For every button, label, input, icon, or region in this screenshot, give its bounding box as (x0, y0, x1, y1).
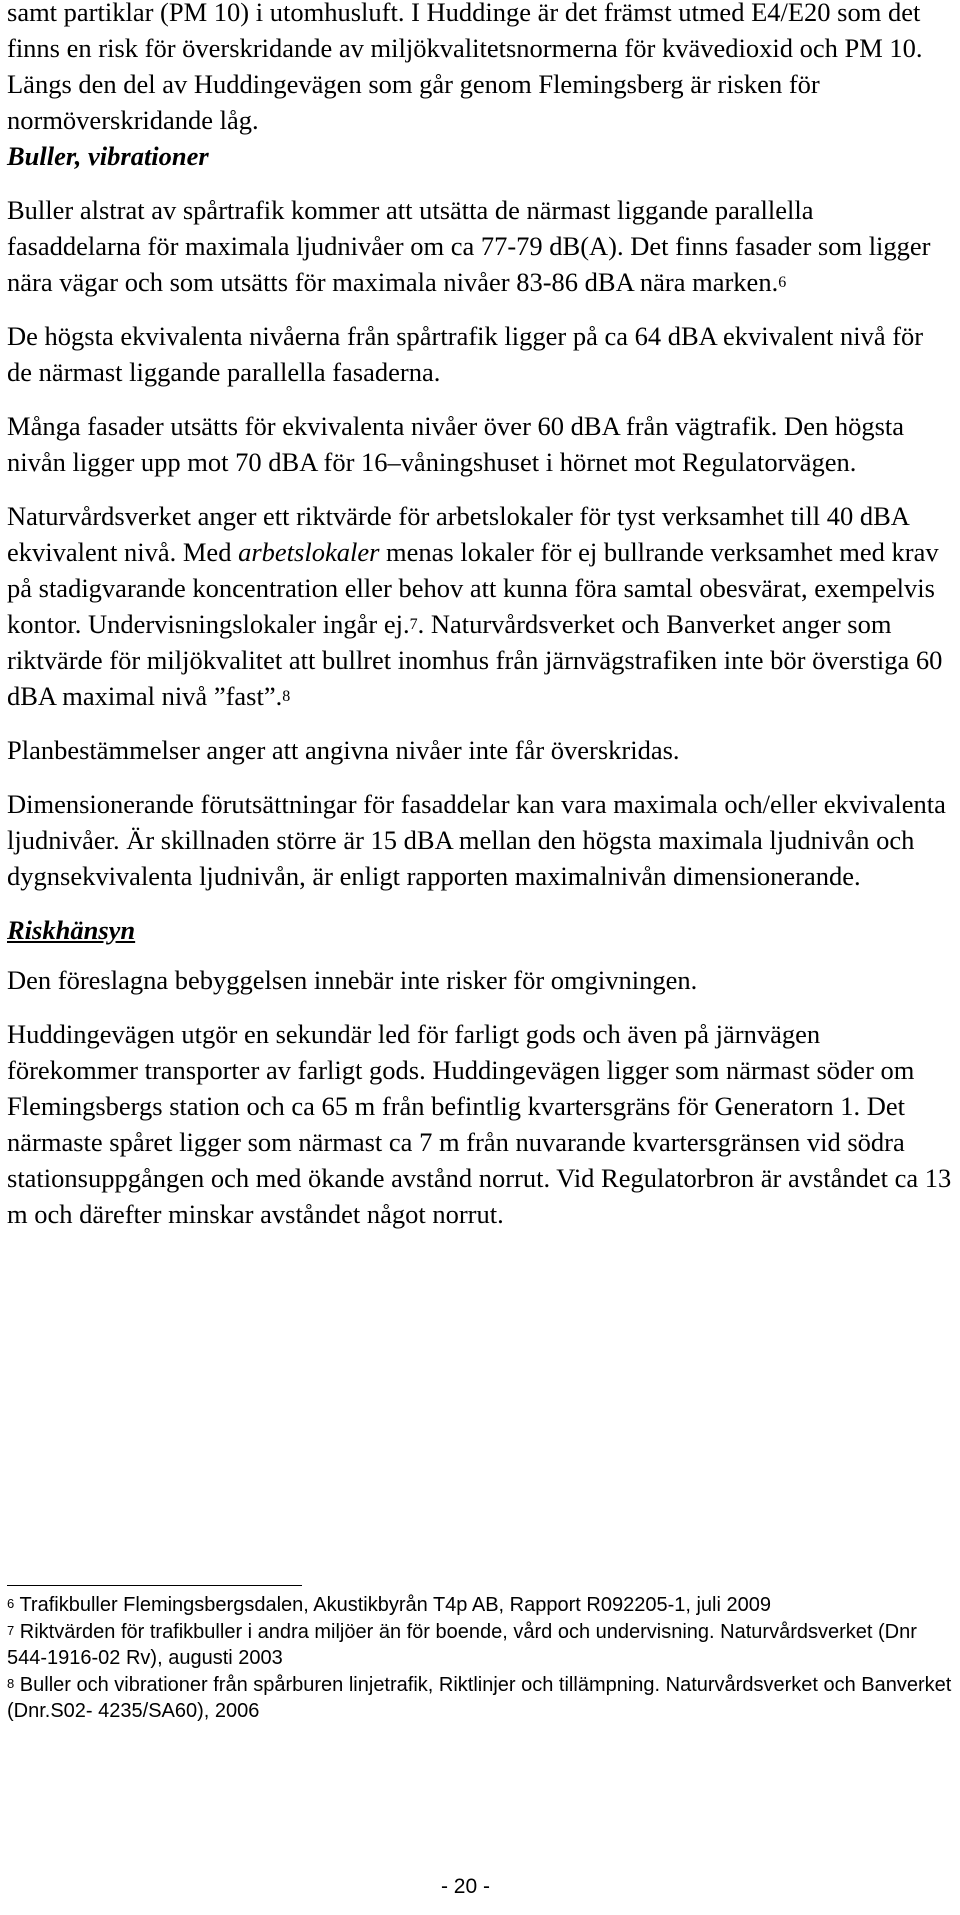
noise-paragraph-4-part-1: Naturvårdsverket anger ett riktvärde för arbetslokaler för tyst verksamhet till 40 dBA ekvivalent nivå. Med (7, 501, 909, 567)
intro-paragraph: samt partiklar (PM 10) i utomhusluft. I Huddinge är det främst utmed E4/E20 som det finns en risk för överskridande av miljökvalitetsnormerna för kvävedioxid och PM 10. Längs den del av Huddingevägen som går genom Flemingsberg är risken för normöverskridande låg. (7, 0, 923, 135)
footnote-text: Buller och vibrationer från spårburen linjetrafik, Riktlinjer och tillämpning. Naturvårdsverket och Banverket (Dnr.S02- 4235/SA60), 2006 (7, 1673, 952, 1722)
noise-paragraph-4 (7, 498, 952, 714)
noise-paragraph-6: Dimensionerande förutsättningar för fasaddelar kan vara maximala och/eller ekvivalenta ljudnivåer. Är skillnaden större är 15 dBA mellan den högsta maximala ljudnivån och dygnsekvivalenta ljudnivån, är enligt rapporten maximalnivån dimensionerande. (7, 789, 946, 891)
page-number (0, 1874, 960, 1900)
noise-paragraph-1 (7, 192, 952, 300)
section-heading-risk: Riskhänsyn (7, 915, 136, 945)
footnote-text: Riktvärden för trafikbuller i andra miljöer än för boende, vård och undervisning. Naturvårdsverket (Dnr 544-1916-02 Rv), augusti 2003 (7, 1620, 917, 1669)
term-arbetslokaler: arbetslokaler (238, 537, 380, 567)
noise-paragraph-1-text: Buller alstrat av spårtrafik kommer att utsätta de närmast liggande parallella fasaddelarna för maximala ljudnivåer om ca 77-79 dB(A). Det finns fasader som ligger nära vägar och som utsätts för maximala nivåer 83-86 dBA nära marken. (7, 195, 931, 297)
footnote-number: 8 (7, 1675, 15, 1691)
footnote-ref-6[interactable]: 6 (778, 274, 787, 291)
noise-paragraph-4-part-2: menas lokaler för ej bullrande verksamhet med krav på stadigvarande koncentration eller behov att kunna föra samtal obesvärat, exempelvis kontor. Undervisningslokaler ingår ej. (7, 537, 939, 639)
risk-paragraph-2: Huddingevägen utgör en sekundär led för farligt gods och även på järnvägen förekommer transporter av farligt gods. Huddingevägen ligger som närmast söder om Flemingsbergs station och ca 65 m från befintlig kvartersgräns för Generatorn 1. Det närmaste spåret ligger som närmast ca 7 m från nuvarande kvartersgränsen vid södra stationsuppgången och med ökande avstånd norrut. Vid Regulatorbron är avståndet ca 13 m och därefter minskar avståndet något norrut. (7, 1019, 952, 1229)
risk-paragraph-1: Den föreslagna bebyggelsen innebär inte risker för omgivningen. (7, 965, 698, 995)
footnote-number: 6 (7, 1596, 15, 1611)
noise-paragraph-3: Många fasader utsätts för ekvivalenta nivåer över 60 dBA från vägtrafik. Den högsta nivån ligger upp mot 70 dBA för 16–våningshuset i hörnet mot Regulatorvägen. (7, 411, 905, 477)
footnote-number: 7 (7, 1622, 15, 1638)
footnote-8 (7, 1672, 952, 1725)
noise-paragraph-2: De högsta ekvivalenta nivåerna från spårtrafik ligger på ca 64 dBA ekvivalent nivå för de närmast liggande parallella fasaderna. (7, 321, 924, 387)
noise-paragraph-5: Planbestämmelser anger att angivna nivåer inte får överskridas. (7, 735, 680, 765)
section-noise (7, 138, 952, 1250)
noise-paragraph-4-part-3: . Naturvårdsverket och Banverket anger som riktvärde för miljökvalitet att bullret inomhus från järnvägstrafiken inte bör överstiga 60 dBA maximal nivå ”fast”. (7, 609, 943, 711)
footnote-text: Trafikbuller Flemingsbergsdalen, Akustikbyrån T4p AB, Rapport R092205-1, juli 2009 (19, 1594, 771, 1616)
footnote-6 (7, 1592, 952, 1619)
section-heading-noise: Buller, vibrationer (7, 141, 209, 171)
footnote-7 (7, 1619, 952, 1672)
footnote-ref-7[interactable]: 7 (409, 616, 418, 633)
page-number-text: - 20 - (440, 1875, 490, 1898)
footnotes (7, 1592, 952, 1725)
footnote-ref-8[interactable]: 8 (282, 688, 291, 705)
footnote-separator (7, 1585, 302, 1586)
